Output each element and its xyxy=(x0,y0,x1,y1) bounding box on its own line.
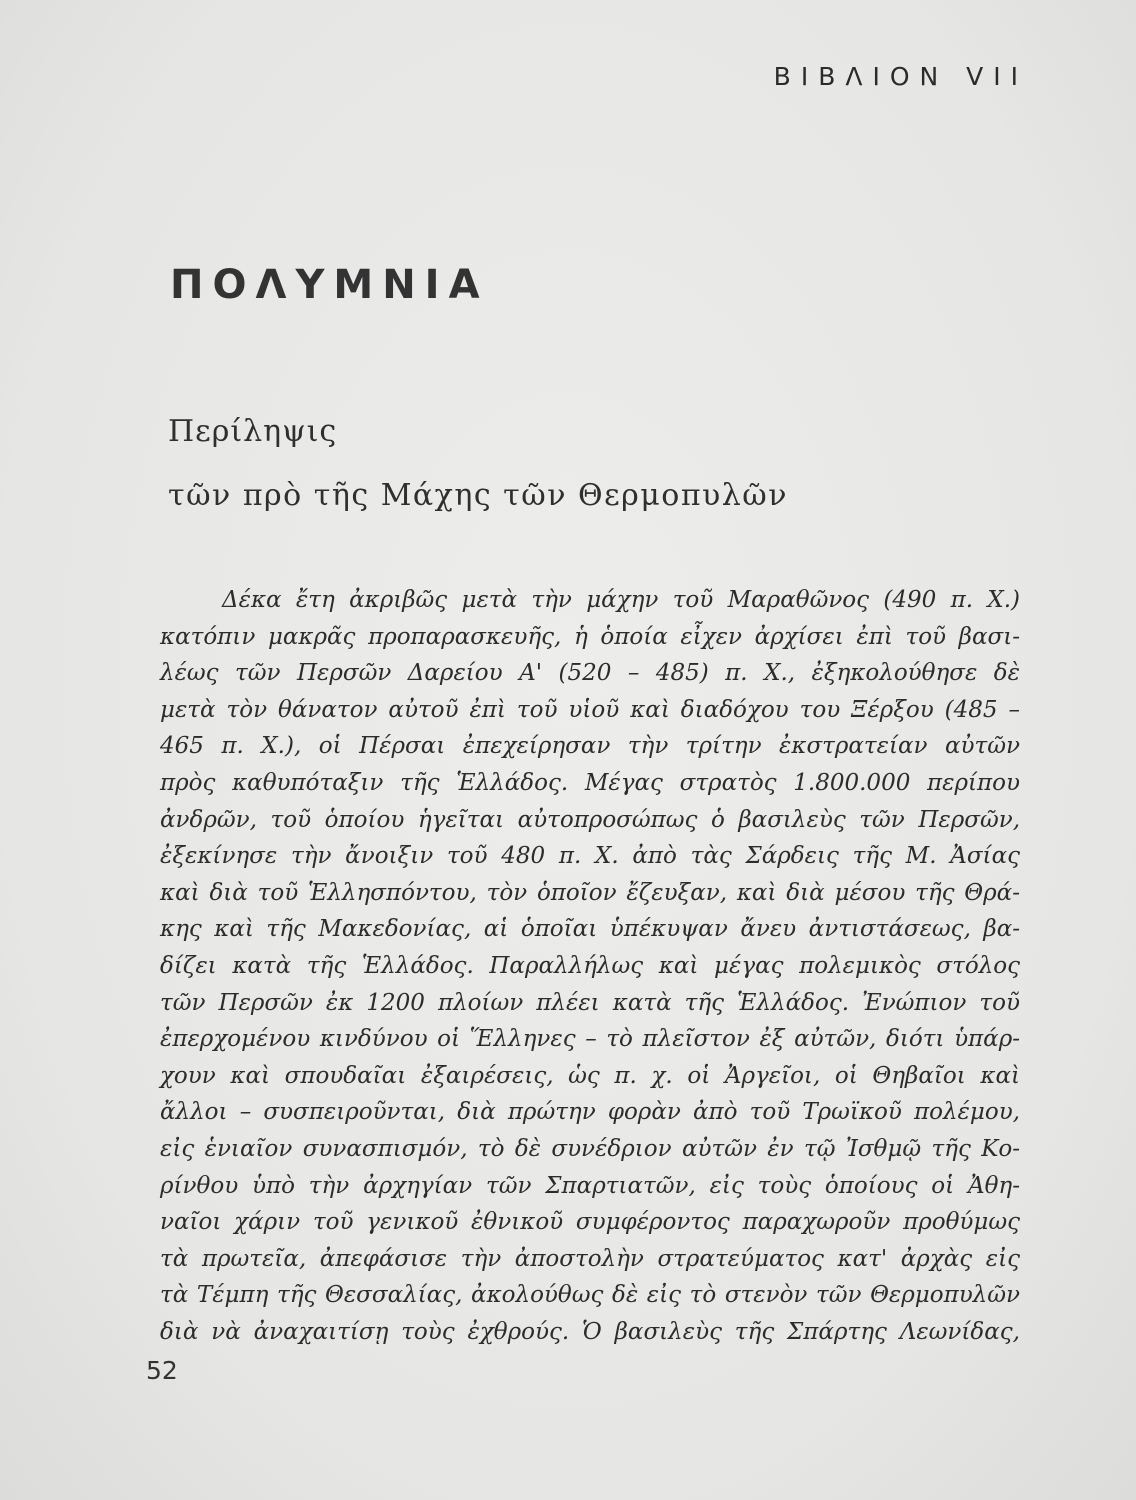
text-line: ἐπερχομένου κινδύνου οἱ Ἕλληνες – τὸ πλεῖστον ἐξ αὐτῶν, διότι ὑπάρ- xyxy=(160,1026,1020,1053)
text-line: Δέκα ἔτη ἀκριβῶς μετὰ τὴν μάχην τοῦ Μαραθῶνος (490 π. Χ.) xyxy=(222,587,1020,613)
text-line: κης καὶ τῆς Μακεδονίας, αἱ ὁποῖαι ὑπέκυψαν ἄνευ ἀντιστάσεως, βα- xyxy=(160,916,1020,943)
page-number: 52 xyxy=(146,1356,178,1385)
text-line: δίζει κατὰ τῆς Ἑλλάδος. Παραλλήλως καὶ μέγας πολεμικὸς στόλος xyxy=(160,952,1020,979)
text-line: καὶ διὰ τοῦ Ἑλλησπόντου, τὸν ὁποῖον ἔζευξαν, καὶ διὰ μέσου τῆς Θρά- xyxy=(160,879,1020,906)
text-line: 465 π. Χ.), οἱ Πέρσαι ἐπεχείρησαν τὴν τρίτην ἐκστρατείαν αὐτῶν xyxy=(160,733,1020,760)
text-line: μετὰ τὸν θάνατον αὐτοῦ ἐπὶ τοῦ υἱοῦ καὶ διαδόχου του Ξέρξου (485 – xyxy=(160,696,1020,723)
running-header-book-label: ΒΙΒΛΙΟΝ VII xyxy=(773,62,1028,91)
text-line: ρίνθου ὑπὸ τὴν ἀρχηγίαν τῶν Σπαρτιατῶν, εἰς τοὺς ὁποίους οἱ Ἀθη- xyxy=(160,1172,1020,1199)
body-paragraph xyxy=(160,582,1020,1350)
text-line: τὰ πρωτεῖα, ἀπεφάσισε τὴν ἀποστολὴν στρατεύματος κατ' ἀρχὰς εἰς xyxy=(160,1245,1020,1272)
text-line: τὰ Τέμπη τῆς Θεσσαλίας, ἀκολούθως δὲ εἰς τὸ στενὸν τῶν Θερμοπυλῶν xyxy=(160,1282,1020,1309)
part-title: ΠΟΛΥΜΝΙΑ xyxy=(170,262,489,308)
text-line: διὰ νὰ ἀναχαιτίσῃ τοὺς ἐχθρούς. Ὁ βασιλεὺς τῆς Σπάρτης Λεωνίδας, xyxy=(160,1318,1020,1345)
summary-subheading: τῶν πρὸ τῆς Μάχης τῶν Θερμοπυλῶν xyxy=(168,478,788,513)
text-line: τῶν Περσῶν ἐκ 1200 πλοίων πλέει κατὰ τῆς Ἑλλάδος. Ἐνώπιον τοῦ xyxy=(160,989,1020,1016)
summary-heading: Περίληψις xyxy=(168,414,338,449)
text-line: ἄλλοι – συσπειροῦνται, διὰ πρώτην φορὰν ἀπὸ τοῦ Τρωϊκοῦ πολέμου, xyxy=(160,1099,1020,1126)
text-line: ἀνδρῶν, τοῦ ὁποίου ἡγεῖται αὐτοπροσώπως ὁ βασιλεὺς τῶν Περσῶν, xyxy=(160,806,1020,833)
text-line: ἐξεκίνησε τὴν ἄνοιξιν τοῦ 480 π. Χ. ἀπὸ τὰς Σάρδεις τῆς Μ. Ἀσίας xyxy=(160,843,1020,870)
text-line: ναῖοι χάριν τοῦ γενικοῦ ἐθνικοῦ συμφέροντος παραχωροῦν προθύμως xyxy=(160,1209,1020,1236)
text-line: πρὸς καθυπόταξιν τῆς Ἑλλάδος. Μέγας στρατὸς 1.800.000 περίπου xyxy=(160,769,1020,796)
text-line: χουν καὶ σπουδαῖαι ἐξαιρέσεις, ὡς π. χ. οἱ Ἀργεῖοι, οἱ Θηβαῖοι καὶ xyxy=(160,1062,1020,1089)
text-line: εἰς ἑνιαῖον συνασπισμόν, τὸ δὲ συνέδριον αὐτῶν ἐν τῷ Ἰσθμῷ τῆς Κο- xyxy=(160,1135,1020,1162)
text-line: κατόπιν μακρᾶς προπαρασκευῆς, ἡ ὁποία εἶχεν ἀρχίσει ἐπὶ τοῦ βασι- xyxy=(160,623,1020,650)
text-line: λέως τῶν Περσῶν Δαρείου Α' (520 – 485) π. Χ., ἐξηκολούθησε δὲ xyxy=(160,660,1020,687)
